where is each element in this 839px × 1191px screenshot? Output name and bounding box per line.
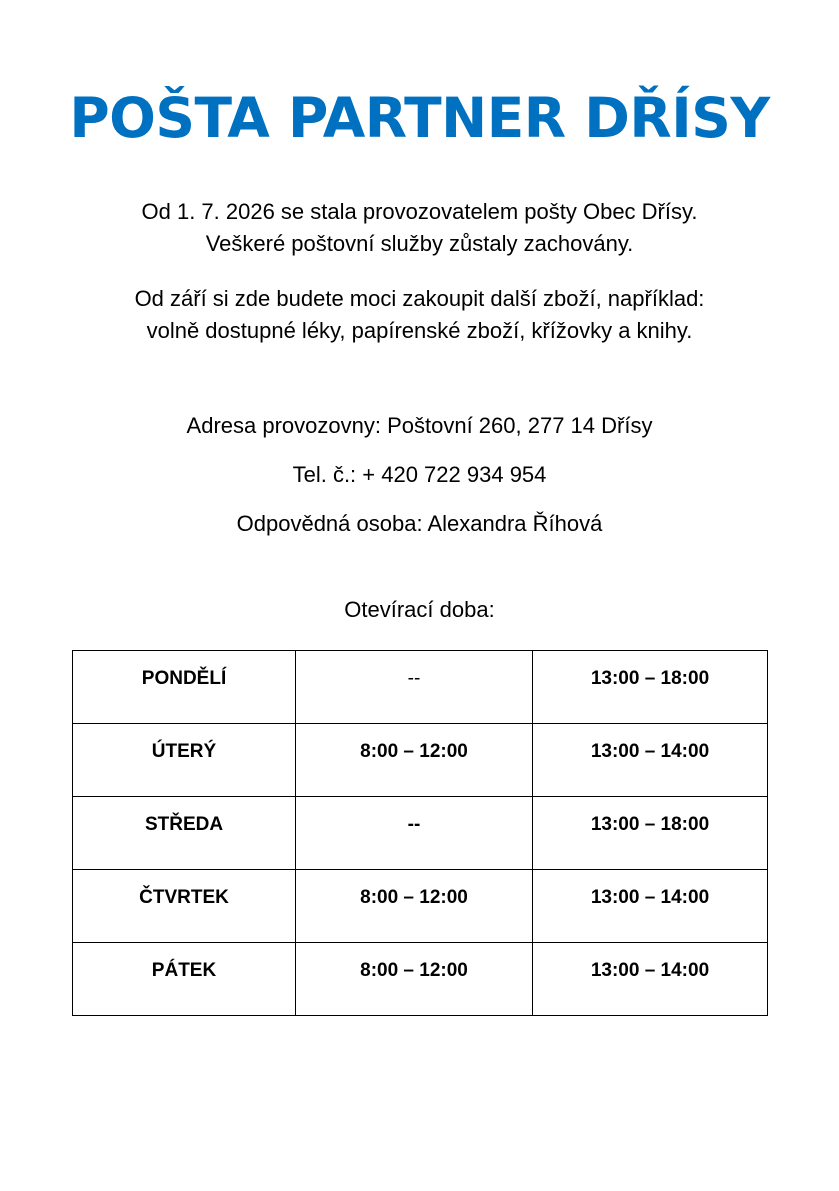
page-title: POŠTA PARTNER DŘÍSY (69, 86, 770, 150)
morning-hours: 8:00 – 12:00 (360, 960, 468, 981)
responsible-person-text: Odpovědná osoba: Alexandra Říhová (236, 511, 603, 536)
day-cell (73, 943, 296, 1016)
intro-line-1: Od 1. 7. 2026 se stala provozovatelem pošty Obec Dřísy. (141, 199, 698, 224)
afternoon-hours-cell (533, 870, 768, 943)
address-text: Adresa provozovny: Poštovní 260, 277 14 Dřísy (186, 413, 653, 438)
day-cell (73, 797, 296, 870)
afternoon-hours-cell (533, 943, 768, 1016)
day-label: STŘEDA (144, 814, 224, 835)
phone-text: Tel. č.: + 420 722 934 954 (292, 462, 547, 487)
day-label: ČTVRTEK (139, 887, 229, 908)
opening-hours-label: Otevírací doba: (344, 597, 495, 622)
day-label: ÚTERÝ (151, 741, 217, 762)
afternoon-hours-cell (533, 651, 768, 724)
table-row (73, 870, 768, 943)
afternoon-hours-cell (533, 724, 768, 797)
morning-hours: -- (407, 668, 421, 689)
intro-line-2: Veškeré poštovní služby zůstaly zachovány. (205, 231, 634, 256)
morning-hours-cell (296, 651, 533, 724)
afternoon-hours: 13:00 – 14:00 (590, 960, 710, 981)
intro-line-3: Od září si zde budete moci zakoupit další zboží, například: (134, 286, 705, 311)
day-label: PONDĚLÍ (141, 668, 227, 689)
intro-paragraph-1 (0, 196, 839, 260)
table-row (73, 943, 768, 1016)
afternoon-hours-cell (533, 797, 768, 870)
morning-hours-cell (296, 870, 533, 943)
intro-line-4: volně dostupné léky, papírenské zboží, křížovky a knihy. (146, 318, 693, 343)
opening-hours-table (72, 650, 768, 1016)
morning-hours: 8:00 – 12:00 (360, 741, 468, 762)
table-row (73, 651, 768, 724)
morning-hours-cell (296, 724, 533, 797)
morning-hours-cell (296, 797, 533, 870)
day-cell (73, 651, 296, 724)
morning-hours-cell (296, 943, 533, 1016)
day-cell (73, 870, 296, 943)
day-cell (73, 724, 296, 797)
morning-hours: 8:00 – 12:00 (360, 887, 468, 908)
afternoon-hours: 13:00 – 18:00 (590, 668, 710, 689)
day-label: PÁTEK (151, 960, 217, 981)
afternoon-hours: 13:00 – 14:00 (590, 887, 710, 908)
intro-paragraph-2 (0, 283, 839, 347)
afternoon-hours: 13:00 – 14:00 (590, 741, 710, 762)
afternoon-hours: 13:00 – 18:00 (590, 814, 710, 835)
table-row (73, 797, 768, 870)
table-row (73, 724, 768, 797)
morning-hours: -- (407, 814, 421, 835)
